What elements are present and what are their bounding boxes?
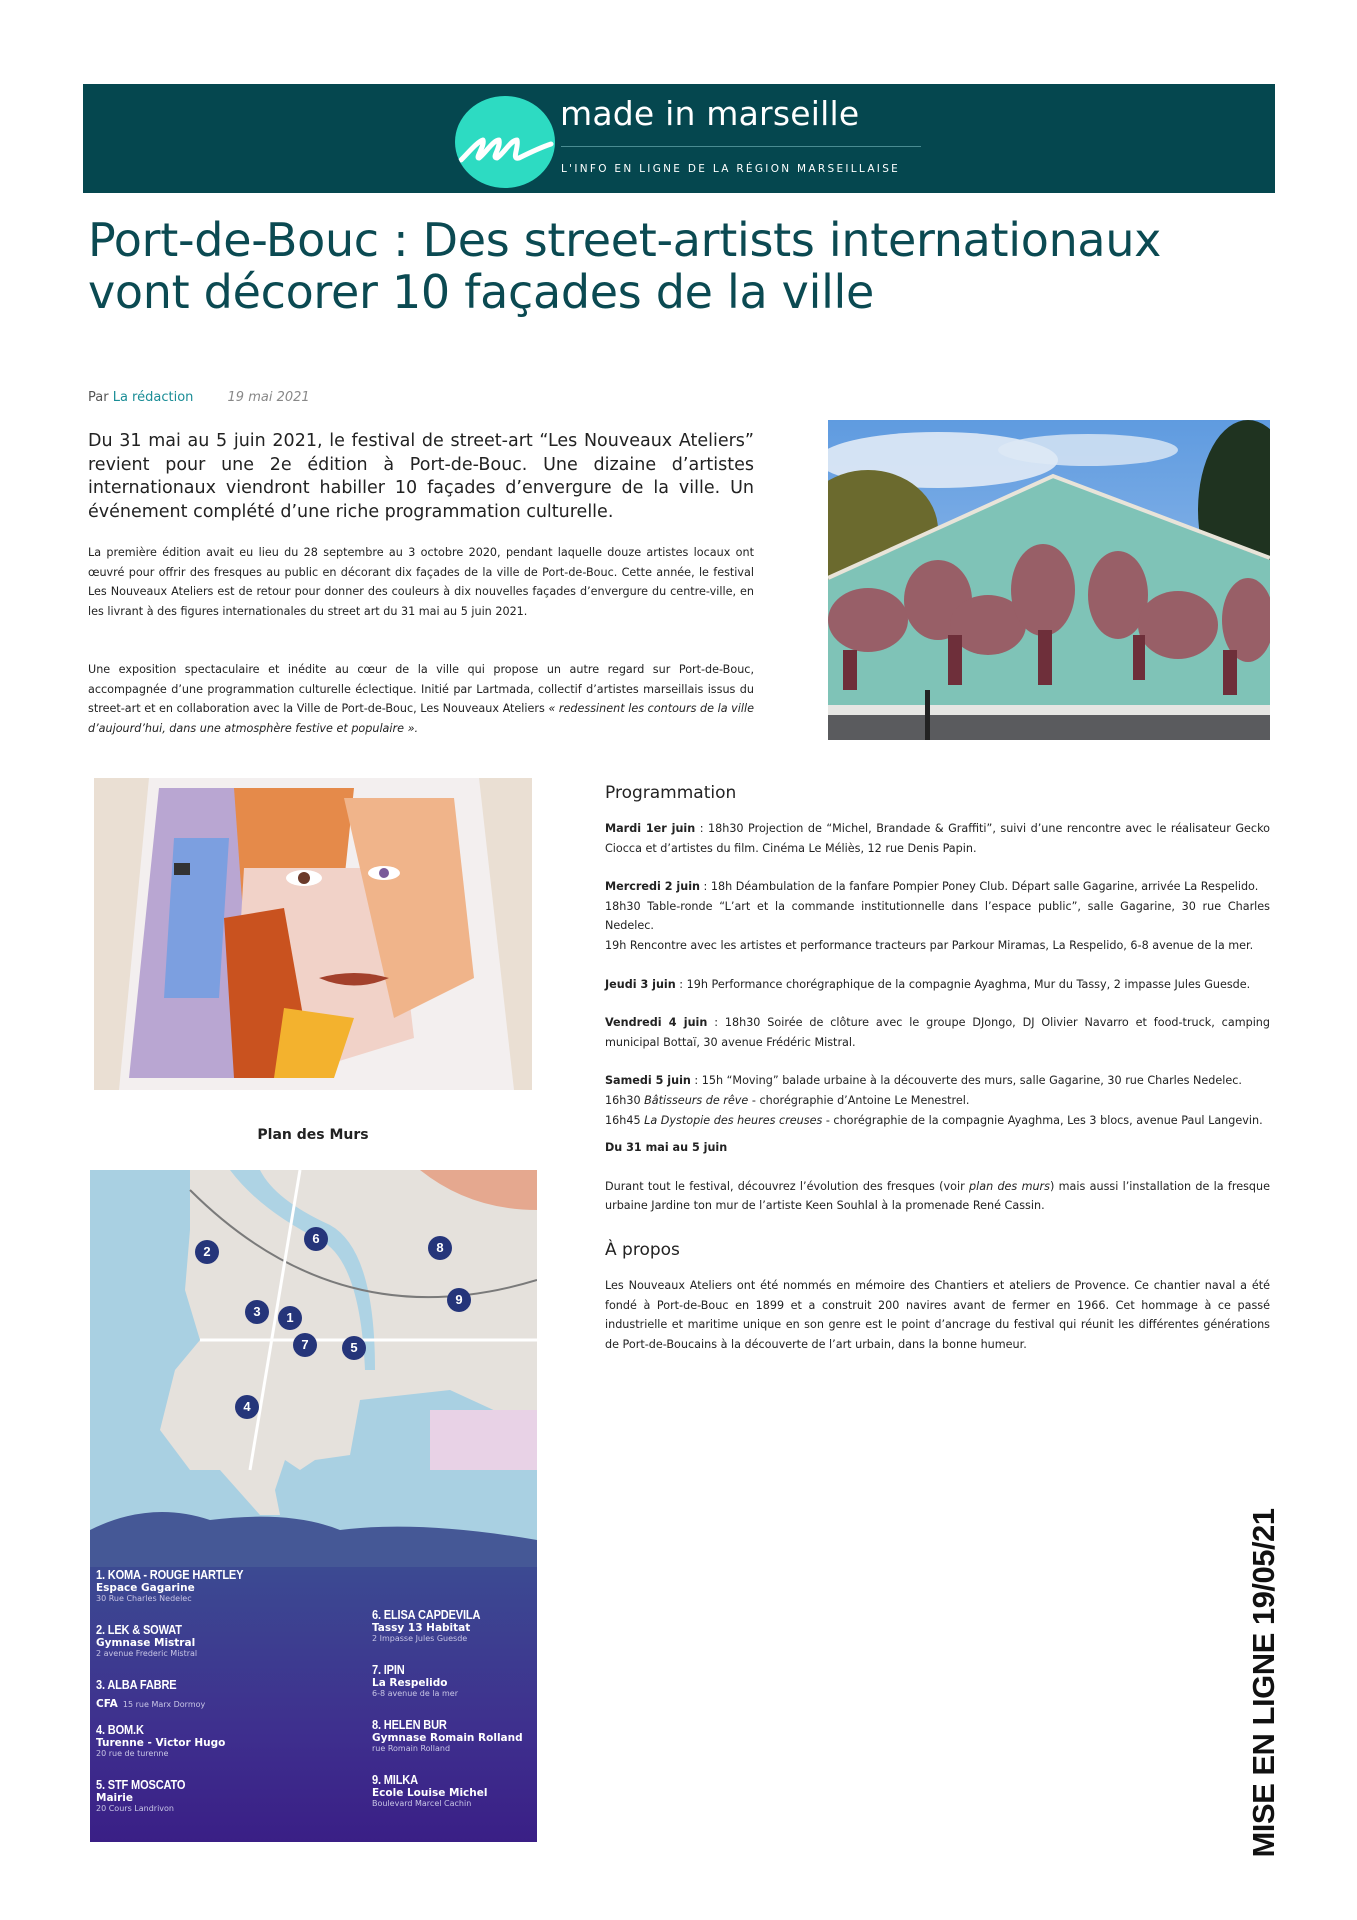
event-text: : 19h Performance chorégraphique de la compagnie Ayaghma, Mur du Tassy, 2 impasse Jules Guesde. <box>675 977 1251 991</box>
map-pin-8[interactable]: 8 <box>428 1236 452 1260</box>
map-pin-1[interactable]: 1 <box>278 1306 302 1330</box>
map-pin-3[interactable]: 3 <box>245 1300 269 1324</box>
event-text: : 15h “Moving” balade urbaine à la découverte des murs, salle Gagarine, 30 rue Charles Nedelec. <box>690 1074 1242 1088</box>
legend-item: 8. HELEN BUR Gymnase Romain Rolland rue Romain Rolland <box>372 1717 523 1753</box>
event-day <box>605 975 1270 995</box>
map-pin-5[interactable]: 5 <box>342 1336 366 1360</box>
logo-m-scribble-icon <box>455 96 555 188</box>
show-title: Bâtisseurs de rêve <box>644 1093 749 1107</box>
article-paragraph: La première édition avait eu lieu du 28 septembre au 3 octobre 2020, pendant laquelle douze artistes locaux ont œuvré pour offrir des fresques au public en décorant dix façades de la ville de Port-de-Bouc. Cette année, le festival Les Nouveaux Ateliers est de retour pour donner des couleurs à dix nouvelles façades d’envergure du centre-ville, en les livrant à des figures internationales du street art du 31 mai au 5 juin 2021. <box>88 546 754 618</box>
author-link[interactable]: La rédaction <box>112 390 194 405</box>
map-pin-7[interactable]: 7 <box>293 1333 317 1357</box>
show-title: La Dystopie des heures creuses <box>644 1113 823 1127</box>
event-text: 18h30 Table-ronde “L’art et la commande institutionnelle dans l’espace public”, salle Gagarine, 30 rue Charles Nedelec. <box>605 899 1270 933</box>
logo-icon[interactable] <box>455 96 555 188</box>
article-intro: Du 31 mai au 5 juin 2021, le festival de street-art “Les Nouveaux Ateliers” revient pour une 2e édition à Port-de-Bouc. Une dizaine d’artistes internationaux viendront habiller 10 façades d’envergure de la ville. Un événement complété d’une riche programmation culturelle. <box>88 431 754 522</box>
event-text: : 18h Déambulation de la fanfare Pompier Poney Club. Départ salle Gagarine, arrivée La Respelido. <box>700 880 1259 894</box>
paragraph-text: Une exposition spectaculaire et inédite au cœur de la ville qui propose un autre regard sur Port-de-Bouc, accompagnée d’une programmation culturelle éclectique. Initié par Lartmada, collectif d’artistes marseillais issus du street-art et en collaboration avec la Ville de Port-de-Bouc, Les Nouveaux Ateliers <box>88 663 754 716</box>
publish-date: 19 mai 2021 <box>227 390 310 405</box>
legend-item: 2. LEK & SOWAT Gymnase Mistral 2 avenue Frederic Mistral <box>96 1622 198 1658</box>
byline-prefix: Par <box>88 390 109 405</box>
event-day <box>605 877 1270 955</box>
apropos-heading: À propos <box>605 1239 680 1260</box>
event-day-label: Samedi 5 juin <box>605 1074 691 1088</box>
logo-divider <box>561 146 921 147</box>
map-title: Plan des Murs <box>257 1127 369 1143</box>
map-pin-4[interactable]: 4 <box>235 1395 259 1419</box>
event-day-label: Mardi 1er juin <box>605 822 696 835</box>
site-tagline: L'INFO EN LIGNE DE LA RÉGION MARSEILLAISE <box>561 163 901 175</box>
map-pin-9[interactable]: 9 <box>447 1288 471 1312</box>
event-day-label: Mercredi 2 juin <box>605 880 700 894</box>
apropos-text: Les Nouveaux Ateliers ont été nommés en mémoire des Chantiers et ateliers de Provence. Ce chantier naval a été fondé à Port-de-Bouc en 1899 et a construit 200 navires avant de fermer en 1966. Cet hommage à ce passé industrielle et maritime unique en son genre est le point d’ancrage du festival qui réunit les différentes générations de Port-de-Boucains à la découverte de l’art urbain, dans la bonne humeur. <box>605 1278 1270 1351</box>
event-day <box>605 819 1270 858</box>
publication-stamp: MISE EN LIGNE 19/05/21 <box>1246 1508 1281 1858</box>
byline <box>88 390 310 405</box>
article-paragraph <box>88 660 754 738</box>
event-day-label: Vendredi 4 juin <box>605 1016 708 1030</box>
map-legend <box>90 1567 537 1842</box>
map-pin-2[interactable]: 2 <box>195 1240 219 1264</box>
event-day <box>605 1013 1270 1052</box>
legend-item: 3. ALBA FABRE CFA 15 rue Marx Dormoy <box>96 1677 206 1710</box>
legend-item: 1. KOMA - ROUGE HARTLEY Espace Gagarine 30 Rue Charles Nedelec <box>96 1567 244 1603</box>
legend-item: 9. MILKA Ecole Louise Michel Boulevard Marcel Cachin <box>372 1772 488 1808</box>
paragraph-quote: « redessinent les contours de la ville d’aujourd’hui, dans une atmosphère festive et populaire ». <box>88 702 754 735</box>
walls-map[interactable] <box>90 1170 537 1842</box>
event-day-label: Jeudi 3 juin <box>605 977 676 991</box>
legend-item: 5. STF MOSCATO Mairie 20 Cours Landrivon <box>96 1777 186 1813</box>
map-pin-6[interactable]: 6 <box>304 1227 328 1251</box>
article-title: Port-de-Bouc : Des street-artists internationaux vont décorer 10 façades de la ville <box>88 213 1162 319</box>
event-text: 19h Rencontre avec les artistes et performance tracteurs par Parkour Miramas, La Respelido, 6-8 avenue de la mer. <box>605 938 1254 952</box>
event-text: : 18h30 Soirée de clôture avec le groupe DJongo, DJ Olivier Navarro et food-truck, camping municipal Bottaï, 30 avenue Frédéric Mistral. <box>605 1016 1270 1049</box>
programmation-section <box>605 783 1270 1373</box>
plan-link[interactable]: plan des murs <box>969 1179 1050 1193</box>
event-text: : 18h30 Projection de “Michel, Brandade & Graffiti”, suivi d’une rencontre avec le réalisateur Gecko Ciocca et d’artistes du film. Cinéma Le Méliès, 12 rue Denis Papin. <box>605 822 1270 855</box>
range-text: Durant tout le festival, découvrez l’évolution des fresques (voir plan des murs) mais aussi l’installation de la fresque urbaine Jardine ton mur de l’artiste Keen Souhlal à la promenade René Cassin. <box>605 1179 1270 1213</box>
legend-item: 7. IPIN La Respelido 6-8 avenue de la mer <box>372 1662 458 1698</box>
site-header <box>83 84 1275 193</box>
legend-item: 4. BOM.K Turenne - Victor Hugo 20 rue de turenne <box>96 1722 226 1758</box>
mural-photo-face <box>94 778 532 1090</box>
programmation-heading: Programmation <box>605 783 737 803</box>
mural-photo-gable <box>828 420 1270 740</box>
site-name[interactable]: made in marseille <box>560 94 860 133</box>
legend-item: 6. ELISA CAPDEVILA Tassy 13 Habitat 2 Impasse Jules Guesde <box>372 1607 481 1643</box>
range-heading: Du 31 mai au 5 juin <box>605 1141 728 1155</box>
mural-image <box>828 420 1270 740</box>
mural-image <box>94 778 532 1090</box>
event-day: Samedi 5 juin : 15h “Moving” balade urbaine à la découverte des murs, salle Gagarine, 30 rue Charles Nedelec. 16h30 Bâtisseurs de rêve - chorégraphie d’Antoine Le Menestrel. 16h45 La Dystopie des heures creuses - chorégraphie de la compagnie Ayaghma, Les 3 blocs, avenue Paul Langevin. <box>605 1074 1263 1127</box>
